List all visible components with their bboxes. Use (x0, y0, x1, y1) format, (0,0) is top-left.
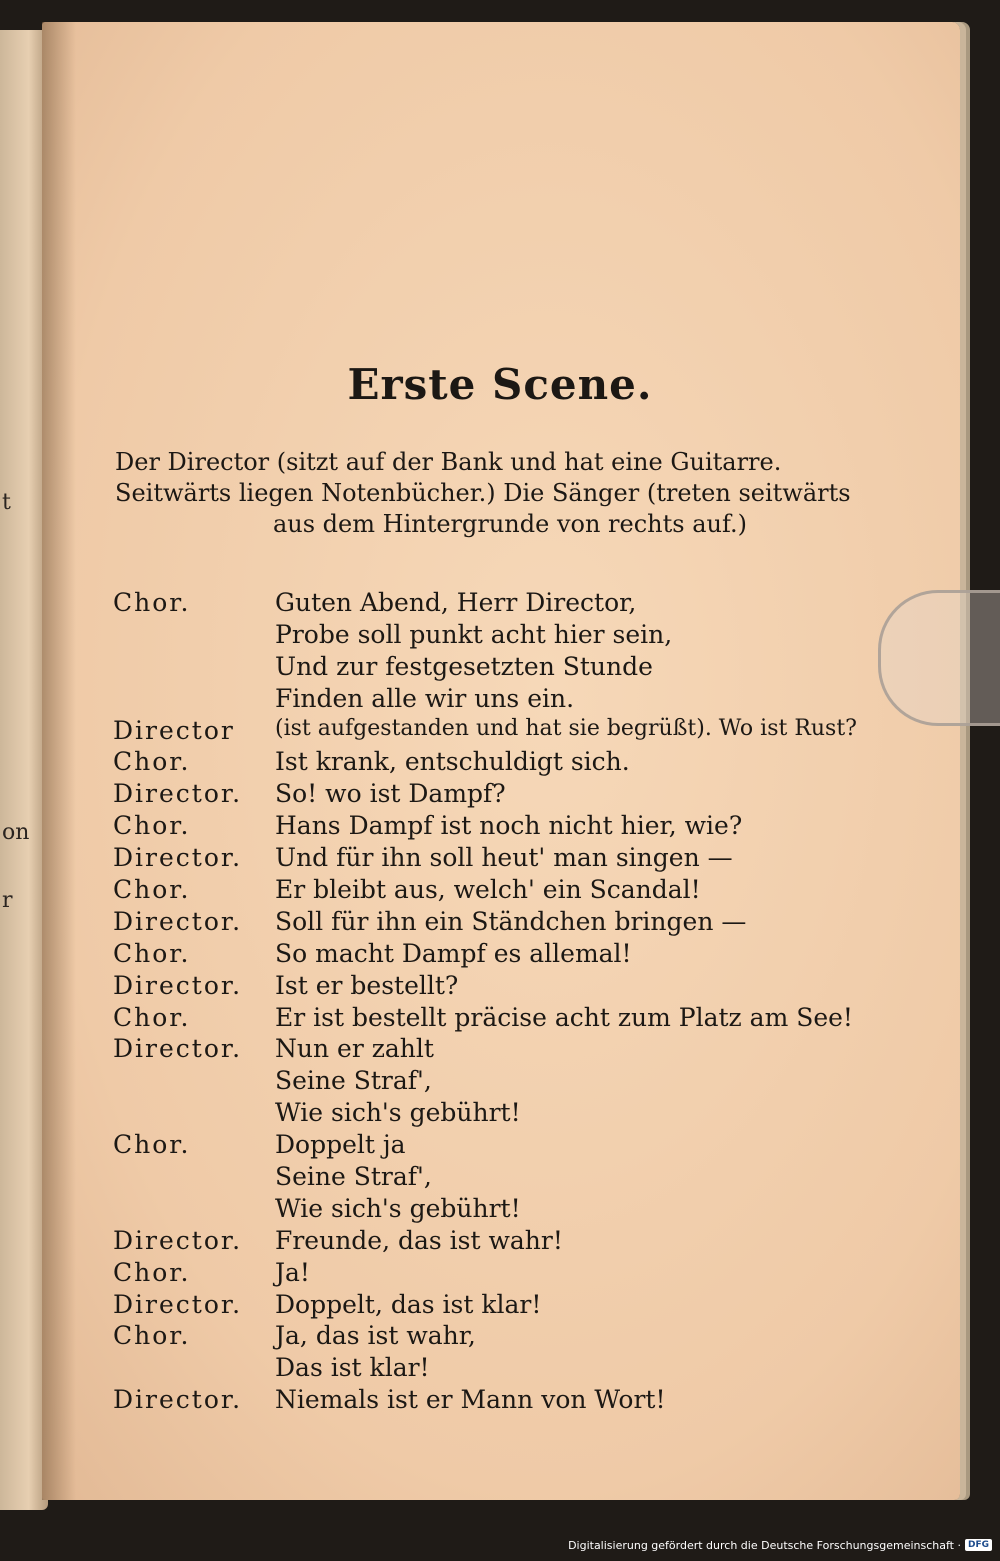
stage-direction-line: aus dem Hintergrunde von rechts auf.) (272, 510, 748, 538)
line-text: Und zur festgesetzten Stunde (275, 651, 653, 681)
line-text: Wie sich's gebührt! (275, 1098, 521, 1128)
dialogue-line (113, 716, 913, 748)
dialogue-line (113, 747, 913, 779)
dialogue-line (113, 1003, 913, 1035)
dialogue-line (113, 684, 913, 716)
line-text: So macht Dampf es allemal! (275, 938, 632, 968)
line-text: Ist krank, entschuldigt sich. (275, 747, 630, 777)
dialogue-line (113, 588, 913, 620)
speaker-name: Director. (113, 1385, 243, 1415)
line-text: Seine Straf', (275, 1162, 432, 1192)
stage-direction (115, 447, 905, 540)
dialogue-line (113, 1098, 913, 1130)
stage-direction-line: Der Director (sitzt auf der Bank und hat eine Guitarre. (115, 448, 782, 476)
left-page-fragment: on (2, 820, 30, 845)
line-text: Und für ihn soll heut' man singen — (275, 843, 733, 873)
line-text: Nun er zahlt (275, 1034, 434, 1064)
dialogue-line (113, 1130, 913, 1162)
speaker-name: Chor. (113, 1002, 191, 1032)
dialogue-line (113, 1194, 913, 1226)
line-text: Das ist klar! (275, 1353, 430, 1383)
speaker-name: Chor. (113, 1130, 191, 1160)
speaker-name: Director. (113, 1289, 243, 1319)
footer-credit: Digitalisierung gefördert durch die Deutsche Forschungsgemeinschaft · (568, 1538, 961, 1552)
speaker-name: Chor. (113, 938, 191, 968)
speaker-name: Chor. (113, 1257, 191, 1287)
speaker-name: Chor. (113, 1321, 191, 1351)
dialogue-line (113, 1226, 913, 1258)
speaker-name: Director. (113, 970, 243, 1000)
dialogue-line (113, 1321, 913, 1353)
dfg-logo-icon: DFG (965, 1539, 992, 1551)
dialogue-line (113, 1385, 913, 1417)
stage-direction-line: Seitwärts liegen Notenbücher.) Die Sänger (treten seitwärts (115, 479, 851, 507)
line-text: Ist er bestellt? (275, 970, 459, 1000)
dialogue-line (113, 652, 913, 684)
speaker-name: Director. (113, 1225, 243, 1255)
line-text: Seine Straf', (275, 1066, 432, 1096)
line-text: Freunde, das ist wahr! (275, 1225, 563, 1255)
dialogue-line (113, 1162, 913, 1194)
dialogue-block (113, 588, 913, 1417)
line-text: Doppelt ja (275, 1130, 406, 1160)
speaker-name: Chor. (113, 811, 191, 841)
speaker-name: Director. (113, 843, 243, 873)
dialogue-line (113, 843, 913, 875)
dialogue-line (113, 907, 913, 939)
line-text: Hans Dampf ist noch nicht hier, wie? (275, 811, 743, 841)
dialogue-line (113, 875, 913, 907)
line-text: Finden alle wir uns ein. (275, 683, 575, 713)
page-clip (878, 590, 1000, 726)
line-text: Guten Abend, Herr Director, (275, 588, 637, 617)
dialogue-line (113, 811, 913, 843)
line-text: Wie sich's gebührt! (275, 1193, 521, 1223)
speaker-name: Director. (113, 779, 243, 809)
line-text: Er ist bestellt präcise acht zum Platz am See! (275, 1002, 853, 1032)
page-spine-shadow (42, 22, 76, 1500)
line-text: Soll für ihn ein Ständchen bringen — (275, 906, 747, 936)
left-page-fragment: r (2, 888, 13, 913)
dialogue-line (113, 1258, 913, 1290)
dialogue-line (113, 1034, 913, 1066)
speaker-name: Chor. (113, 588, 191, 617)
digitization-footer (568, 1535, 992, 1555)
scene-title: Erste Scene. (347, 360, 653, 409)
speaker-name: Chor. (113, 875, 191, 905)
line-text: (ist aufgestanden und hat sie begrüßt). Wo ist Rust? (275, 715, 857, 741)
line-text: Niemals ist er Mann von Wort! (275, 1385, 666, 1415)
line-text: Doppelt, das ist klar! (275, 1289, 542, 1319)
dialogue-line (113, 1353, 913, 1385)
dialogue-line (113, 1066, 913, 1098)
dialogue-line (113, 939, 913, 971)
speaker-name: Director. (113, 906, 243, 936)
speaker-name: Director. (113, 1034, 243, 1064)
line-text: So! wo ist Dampf? (275, 779, 506, 809)
dialogue-line (113, 620, 913, 652)
line-text: Probe soll punkt acht hier sein, (275, 619, 673, 649)
line-text: Ja, das ist wahr, (275, 1321, 476, 1351)
speaker-name: Chor. (113, 747, 191, 777)
dialogue-line (113, 971, 913, 1003)
speaker-name: Director (113, 715, 235, 745)
line-text: Ja! (275, 1257, 310, 1287)
dialogue-line (113, 1290, 913, 1322)
dialogue-line (113, 779, 913, 811)
left-page-fragment: t (2, 490, 11, 515)
line-text: Er bleibt aus, welch' ein Scandal! (275, 875, 701, 905)
left-facing-page (0, 30, 48, 1510)
